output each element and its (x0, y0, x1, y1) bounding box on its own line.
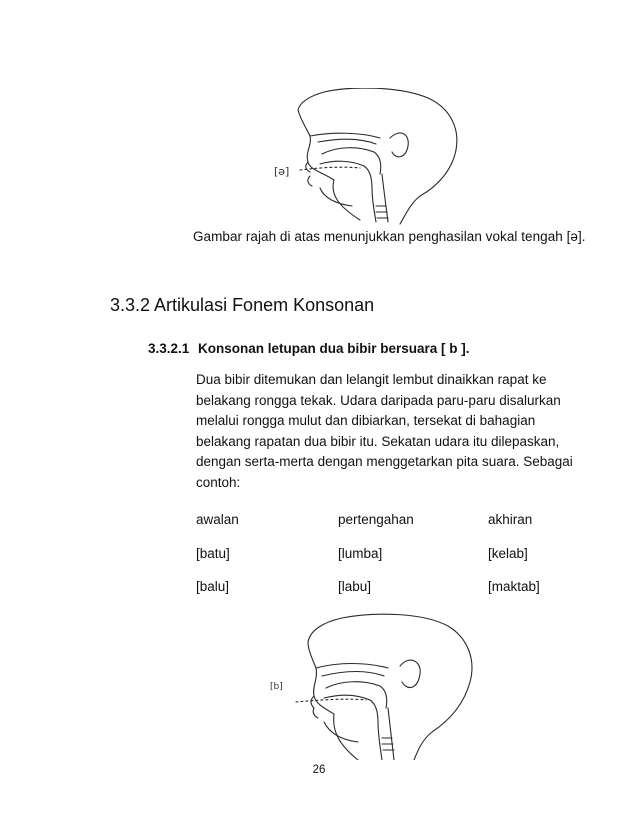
vowel-articulation-figure (260, 88, 475, 226)
figure-label-consonant: [b] (270, 682, 283, 692)
example-cell: [batu] (196, 546, 230, 561)
example-cell: [labu] (338, 579, 372, 594)
example-cell: [kelab] (488, 546, 528, 561)
paragraph-line: Dua bibir ditemukan dan lelangit lembut dinaikkan rapat ke (196, 372, 547, 387)
paragraph-line: melalui rongga mulut dan dibiarkan, tersekat di bahagian (196, 413, 536, 428)
paragraph-line: belakang rongga tekak. Udara daripada paru-paru disalurkan (196, 392, 561, 408)
example-cell: [balu] (196, 579, 230, 594)
page-number: 26 (312, 764, 326, 776)
figure-label-vowel: [ə] (274, 165, 290, 178)
header-awalan: awalan (196, 512, 239, 527)
figure-caption: Gambar rajah di atas menunjukkan penghasilan vokal tengah [ə]. (193, 229, 586, 244)
subsection-number: 3.3.2.1 (148, 341, 190, 356)
paragraph-line: belakang rapatan dua bibir itu. Sekatan udara itu dilepaskan, (196, 433, 560, 449)
header-pertengahan: pertengahan (338, 512, 414, 527)
paragraph-line: dengan serta-merta dengan menggetarkan pita suara. Sebagai (196, 454, 573, 469)
head-cross-section-drawing (260, 88, 475, 226)
section-heading: 3.3.2 Artikulasi Fonem Konsonan (110, 295, 375, 315)
example-cell: [lumba] (338, 546, 383, 561)
paragraph-line: contoh: (196, 474, 241, 490)
head-cross-section-drawing (262, 610, 487, 760)
header-akhiran: akhiran (488, 512, 533, 527)
example-cell: [maktab] (488, 579, 540, 594)
subsection-title: Konsonan letupan dua bibir bersuara [ b ]. (198, 341, 470, 356)
consonant-articulation-figure (262, 610, 487, 760)
subsection-heading (148, 341, 470, 356)
body-paragraph (196, 370, 576, 493)
